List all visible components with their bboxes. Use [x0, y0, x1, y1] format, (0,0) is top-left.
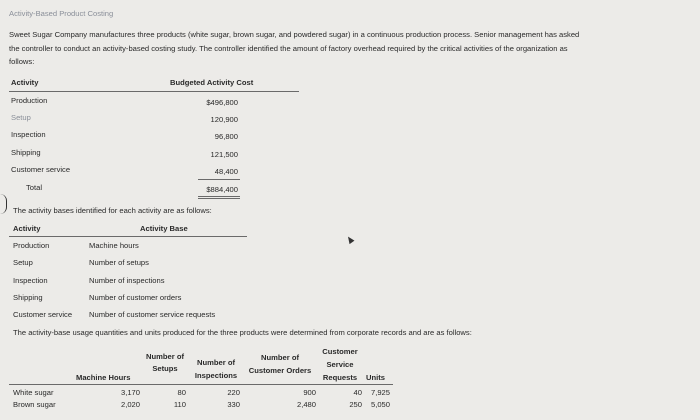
panel-edge	[0, 194, 7, 214]
mouse-cursor-icon	[346, 235, 355, 244]
cost-header-cost: Budgeted Activity Cost	[170, 78, 254, 87]
hdr-requests-2: Service	[326, 360, 354, 369]
hdr-inspections-2: Inspections	[194, 371, 238, 380]
cost-total-label: Total	[26, 183, 43, 192]
base-row-activity: Shipping	[13, 293, 43, 302]
usage-setups: 80	[177, 388, 186, 397]
usage-units: 7,925	[370, 388, 390, 397]
cost-row-activity: Customer service	[11, 165, 71, 174]
usage-setups: 110	[173, 400, 186, 409]
cost-row-activity: Production	[11, 96, 48, 105]
cost-row-value: 120,900	[210, 115, 238, 124]
usage-units: 5,050	[370, 400, 390, 409]
base-row-base: Number of customer orders	[89, 293, 182, 302]
cost-row-value: 96,800	[214, 132, 238, 141]
base-row-base: Number of customer service requests	[89, 310, 216, 319]
cost-total-value: $884,400	[206, 185, 238, 194]
cost-row-activity: Inspection	[11, 130, 46, 139]
subtotal-rule	[198, 179, 240, 180]
usage-row-product: White sugar	[13, 388, 54, 397]
total-double-rule-bottom	[198, 198, 240, 199]
base-row-activity: Inspection	[13, 276, 48, 285]
base-header-rule	[9, 236, 247, 237]
usage-inspections: 330	[227, 400, 240, 409]
base-header-base: Activity Base	[140, 224, 188, 233]
cost-row-activity: Setup	[11, 113, 31, 122]
usage-inspections: 220	[227, 388, 240, 397]
base-row-activity: Production	[13, 241, 50, 250]
hdr-machine-hours: Machine Hours	[76, 373, 131, 382]
base-row-base: Number of setups	[89, 258, 149, 267]
cost-header-rule	[9, 91, 299, 92]
hdr-orders-1: Number of	[261, 353, 299, 362]
base-row-activity: Setup	[13, 258, 33, 267]
total-double-rule-top	[198, 196, 240, 197]
usage-intro: The activity-base usage quantities and units produced for the three products were determined from corporate records and are as follows:	[13, 328, 472, 337]
base-row-activity: Customer service	[13, 310, 73, 319]
cost-row-value: 121,500	[210, 150, 238, 159]
cost-row-value: 48,400	[214, 167, 238, 176]
usage-orders: 2,480	[296, 400, 316, 409]
hdr-units: Units	[366, 373, 385, 382]
page-title: Activity-Based Product Costing	[9, 9, 114, 18]
cost-header-activity: Activity	[11, 78, 39, 87]
usage-row-product: Brown sugar	[13, 400, 56, 409]
usage-machine-hours: 3,170	[120, 388, 140, 397]
bases-intro: The activity bases identified for each activity are as follows:	[13, 206, 212, 215]
hdr-requests-3: Requests	[322, 373, 358, 382]
hdr-setups-2: Setups	[152, 364, 178, 373]
hdr-orders-2: Customer Orders	[248, 366, 312, 375]
intro-line-3: follows:	[9, 57, 35, 66]
base-row-base: Machine hours	[89, 241, 139, 250]
usage-requests: 250	[349, 400, 362, 409]
usage-machine-hours: 2,020	[120, 400, 140, 409]
intro-line-2: the controller to conduct an activity-based costing study. The controller identified the amount of factory overhead required by the critical activities of the organization as	[9, 44, 568, 53]
cost-row-activity: Shipping	[11, 148, 41, 157]
hdr-inspections-1: Number of	[197, 358, 235, 367]
cost-row-value: $496,800	[206, 98, 238, 107]
usage-requests: 40	[353, 388, 362, 397]
intro-line-1: Sweet Sugar Company manufactures three products (white sugar, brown sugar, and powdered sugar) in a continuous production process. Senior management has asked	[9, 30, 580, 39]
base-row-base: Number of inspections	[89, 276, 165, 285]
usage-orders: 900	[303, 388, 316, 397]
hdr-setups-1: Number of	[146, 352, 184, 361]
base-header-activity: Activity	[13, 224, 41, 233]
hdr-requests-1: Customer	[322, 347, 358, 356]
usage-header-rule	[9, 384, 393, 385]
